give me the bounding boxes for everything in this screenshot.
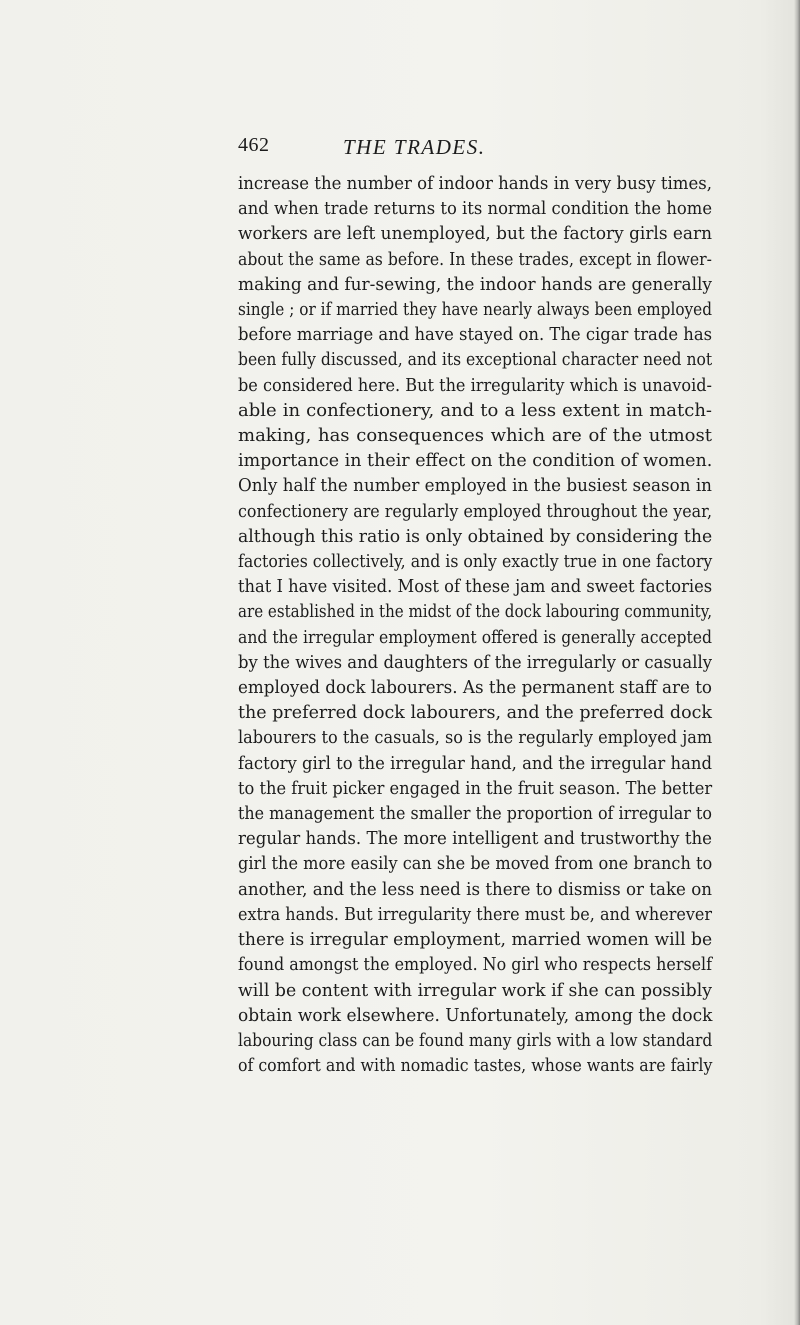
text-line: labourers to the casuals, so is the regularly employed jam <box>238 727 713 749</box>
text-line: workers are left unemployed, but the factory girls earn <box>238 223 713 245</box>
text-line: extra hands. But irregularity there must be, and wherever <box>238 903 712 925</box>
text-line: employed dock labourers. As the permanent staff are to <box>238 677 712 699</box>
text-line: to the fruit picker engaged in the fruit season. The better <box>238 777 713 799</box>
text-line: obtain work elsewhere. Unfortunately, among the dock <box>238 1004 713 1026</box>
text-line: factories collectively, and is only exactly true in one factory <box>238 551 713 573</box>
text-line: there is irregular employment, married women will be <box>238 929 713 951</box>
text-line: girl the more easily can she be moved from one branch to <box>238 853 713 875</box>
text-line: are established in the midst of the dock labouring community, <box>238 601 713 623</box>
text-line: although this ratio is only obtained by considering the <box>238 525 713 547</box>
page-edge-shadow <box>794 0 800 1325</box>
text-line: by the wives and daughters of the irregularly or casually <box>238 651 713 673</box>
text-line: single ; or if married they have nearly always been employed <box>238 299 713 321</box>
text-line: will be content with irregular work if she can possibly <box>238 979 712 1001</box>
text-line: factory girl to the irregular hand, and the irregular hand <box>238 752 713 774</box>
text-line: before marriage and have stayed on. The cigar trade has <box>238 324 713 346</box>
text-line: labouring class can be found many girls with a low standard <box>238 1029 713 1051</box>
text-line: making and fur-sewing, the indoor hands are generally <box>238 273 713 295</box>
text-line: importance in their effect on the condition of women. <box>238 450 713 472</box>
text-line: able in confectionery, and to a less extent in match- <box>238 399 712 421</box>
text-line: another, and the less need is there to dismiss or take on <box>238 878 713 900</box>
text-line: Only half the number employed in the busiest season in <box>238 475 712 497</box>
text-line: be considered here. But the irregularity which is unavoid- <box>238 374 712 396</box>
text-line: found amongst the employed. No girl who respects herself <box>238 954 713 976</box>
text-line: and when trade returns to its normal condition the home <box>238 198 713 220</box>
text-line: increase the number of indoor hands in very busy times, <box>238 173 712 194</box>
text-line: and the irregular employment offered is generally accepted <box>238 626 712 648</box>
body-paragraph <box>238 171 712 1078</box>
text-line: making, has consequences which are of the utmost <box>238 425 712 447</box>
text-line: about the same as before. In these trades, except in flower- <box>238 248 712 270</box>
text-line: confectionery are regularly employed throughout the year, <box>238 500 713 522</box>
text-line: the preferred dock labourers, and the preferred dock <box>238 702 712 724</box>
text-line: of comfort and with nomadic tastes, whose wants are fairly <box>238 1055 713 1077</box>
running-head: THE TRADES. <box>343 135 486 159</box>
text-line: that I have visited. Most of these jam and sweet factories <box>238 576 713 598</box>
page-number: 462 <box>238 134 270 156</box>
text-line: been fully discussed, and its exceptional character need not <box>238 349 713 371</box>
text-line: regular hands. The more intelligent and trustworthy the <box>238 828 713 850</box>
text-line: the management the smaller the proportion of irregular to <box>238 803 712 825</box>
